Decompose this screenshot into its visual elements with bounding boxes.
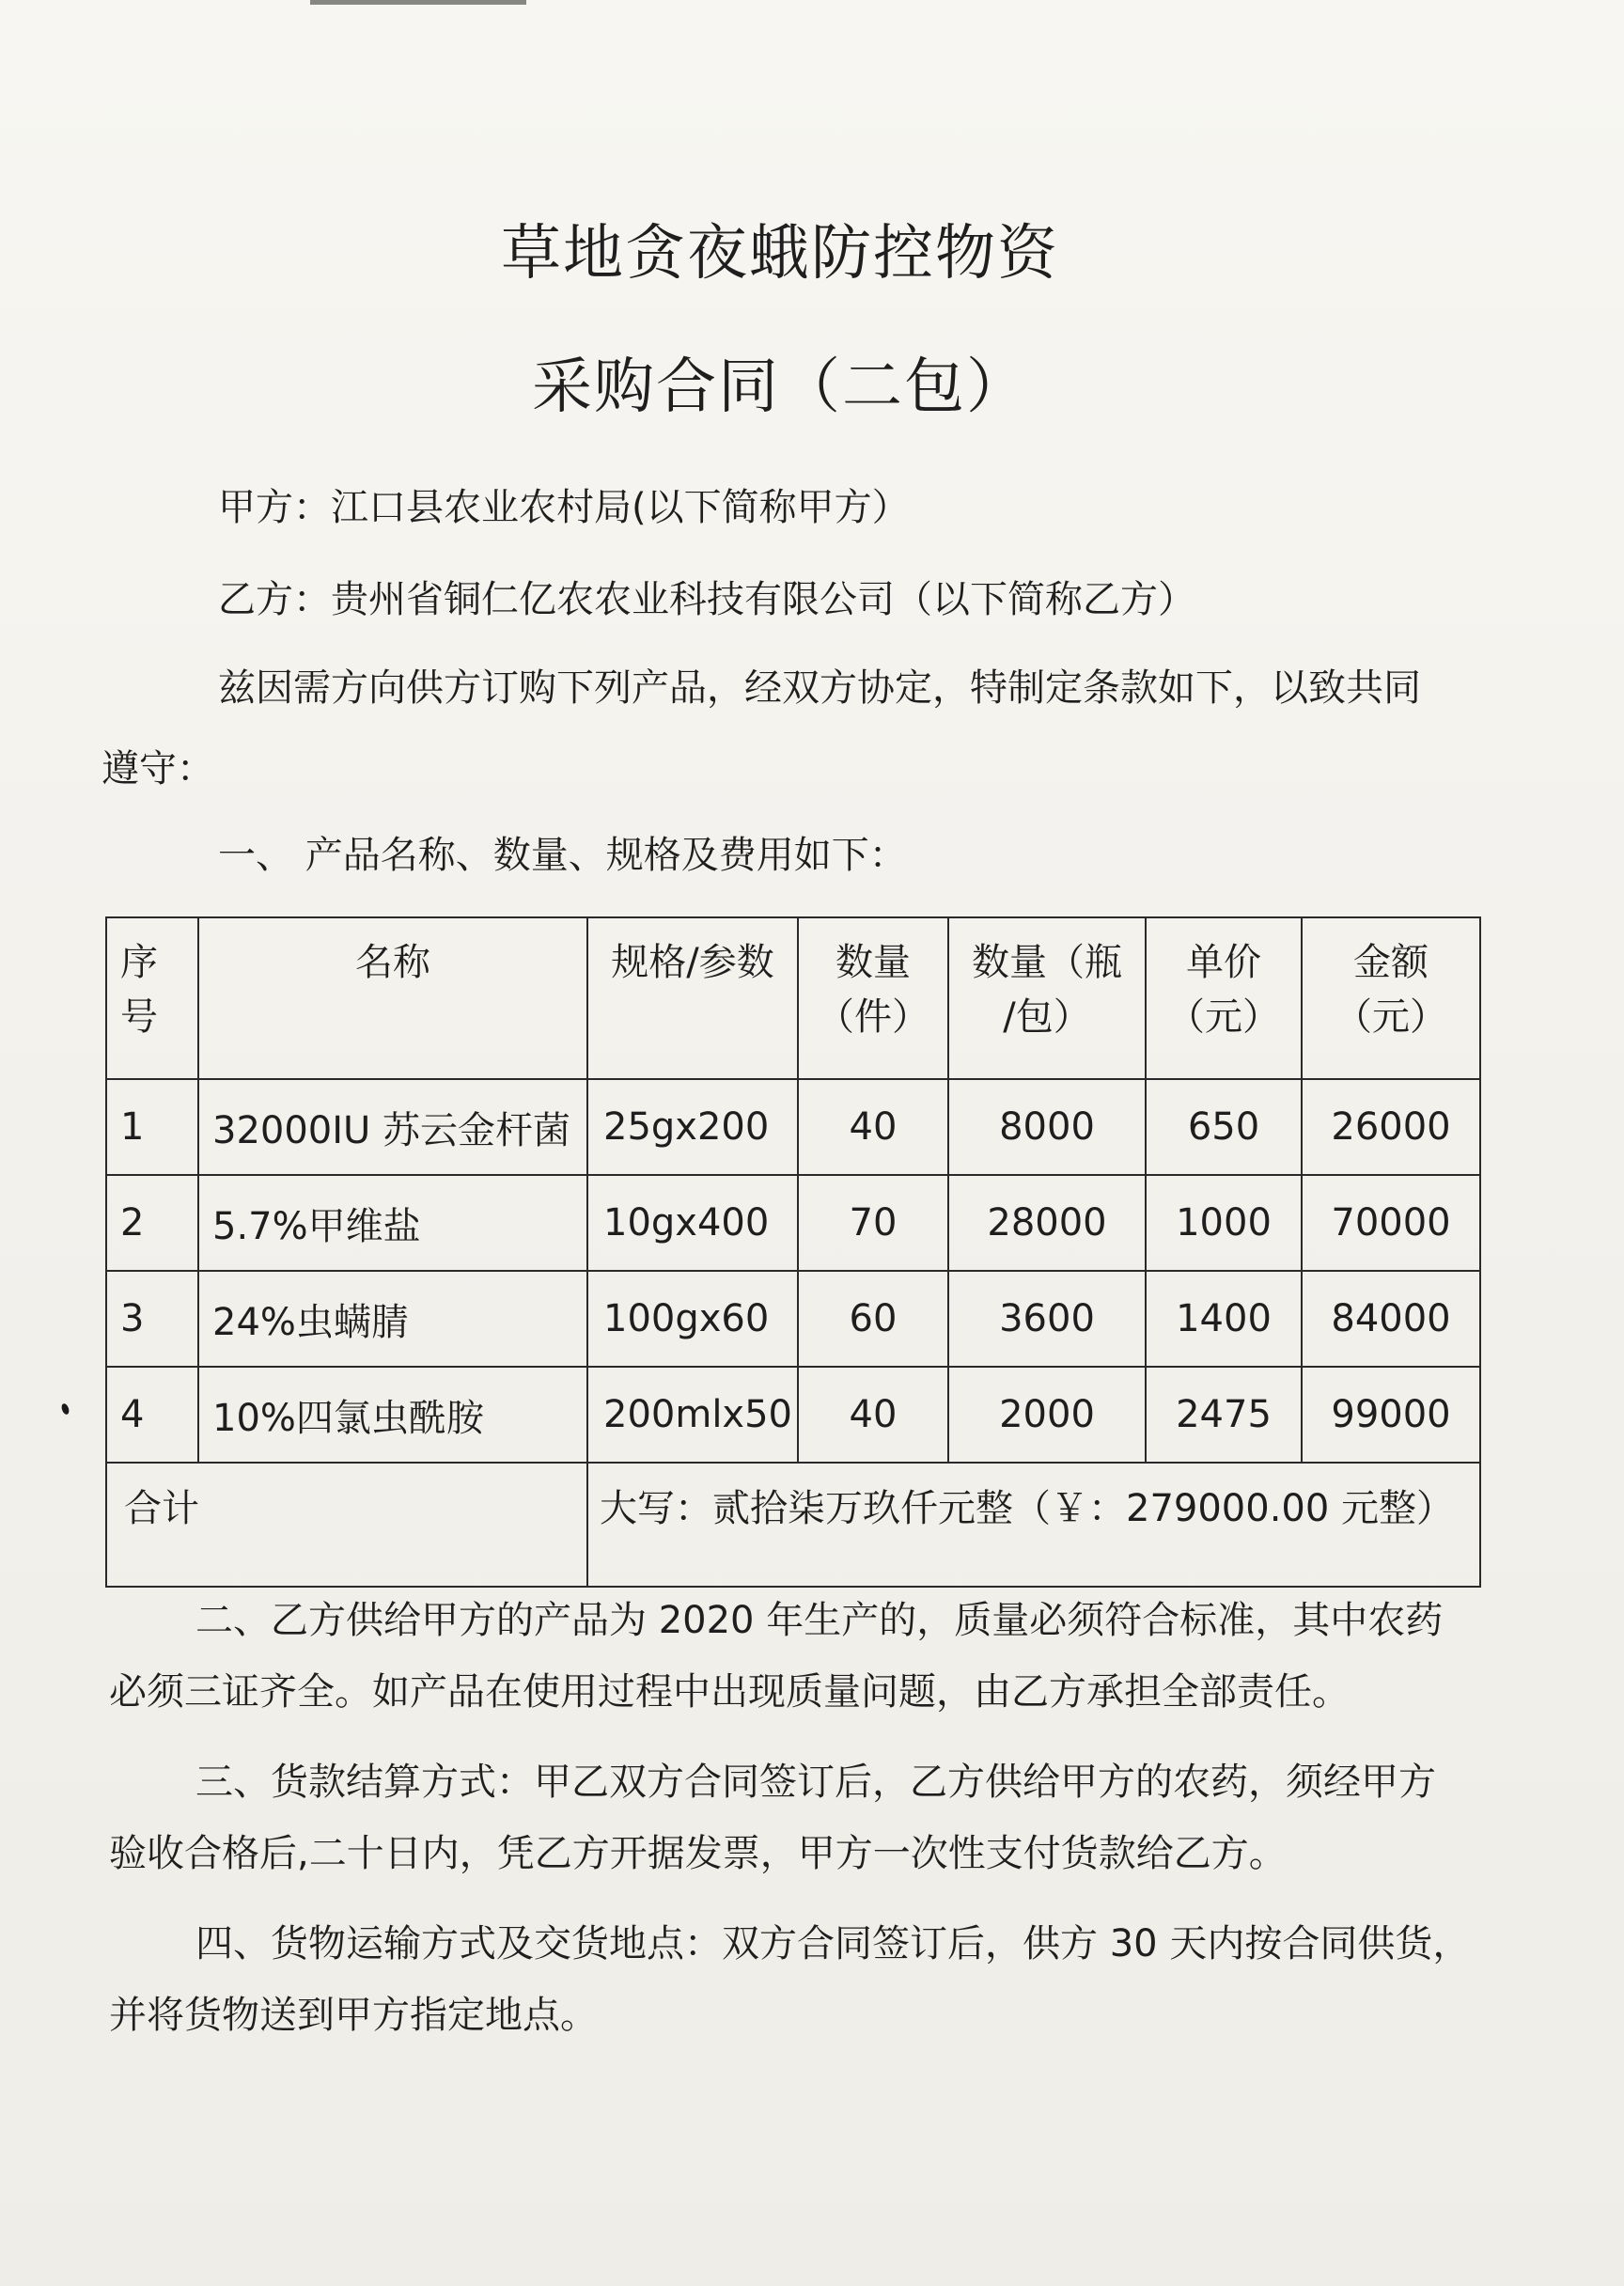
section-1-heading: 一、 产品名称、数量、规格及费用如下： — [218, 834, 907, 877]
row-qty-bottles: 8000 — [948, 1079, 1146, 1175]
total-label: 合计 — [106, 1463, 587, 1587]
row-qty-pieces: 70 — [798, 1175, 948, 1271]
header-qty-pieces: 数量 （件） — [798, 917, 948, 1079]
row-unit-price: 650 — [1146, 1079, 1302, 1175]
clause-3-line-1: 三、货款结算方式：甲乙双方合同签订后，乙方供给甲方的农药，须经甲方 — [195, 1761, 1436, 1804]
table-row — [106, 1079, 1480, 1175]
row-unit-price: 1400 — [1146, 1271, 1302, 1367]
row-spec: 100gx60 — [587, 1271, 798, 1367]
clause-3-line-2: 验收合格后,二十日内，凭乙方开据发票，甲方一次性支付货款给乙方。 — [109, 1832, 1287, 1875]
clause-2-line-1: 二、乙方供给甲方的产品为 2020 年生产的，质量必须符合标准，其中农药 — [195, 1599, 1444, 1642]
row-name: 10%四氯虫酰胺 — [198, 1367, 587, 1463]
row-no: 4 — [106, 1367, 198, 1463]
row-qty-pieces: 40 — [798, 1367, 948, 1463]
table-row — [106, 1271, 1480, 1367]
row-name: 32000IU 苏云金杆菌 — [198, 1079, 587, 1175]
table-header-row — [106, 917, 1480, 1079]
row-no: 1 — [106, 1079, 198, 1175]
row-no: 2 — [106, 1175, 198, 1271]
row-amount: 84000 — [1302, 1271, 1480, 1367]
header-qty-bottles: 数量（瓶 /包） — [948, 917, 1146, 1079]
scan-edge-mark — [310, 0, 526, 5]
party-b: 乙方：贵州省铜仁亿农农业科技有限公司（以下简称乙方） — [218, 578, 1195, 621]
row-unit-price: 1000 — [1146, 1175, 1302, 1271]
row-qty-pieces: 40 — [798, 1079, 948, 1175]
row-qty-bottles: 2000 — [948, 1367, 1146, 1463]
header-name: 名称 — [198, 917, 587, 1079]
row-spec: 10gx400 — [587, 1175, 798, 1271]
total-amount-text: 大写：贰拾柒万玖仟元整（￥：279000.00 元整） — [587, 1463, 1480, 1587]
document-subtitle: 采购合同（二包） — [532, 352, 1028, 422]
row-unit-price: 2475 — [1146, 1367, 1302, 1463]
product-table — [105, 916, 1481, 1588]
header-unit-price: 单价 （元） — [1146, 917, 1302, 1079]
intro-line-2: 遵守： — [102, 747, 214, 791]
party-a: 甲方：江口县农业农村局(以下简称甲方） — [218, 486, 910, 529]
ink-dot — [60, 1402, 70, 1416]
row-qty-pieces: 60 — [798, 1271, 948, 1367]
row-amount: 70000 — [1302, 1175, 1480, 1271]
row-no: 3 — [106, 1271, 198, 1367]
header-spec: 规格/参数 — [587, 917, 798, 1079]
intro-line-1: 兹因需方向供方订购下列产品，经双方协定，特制定条款如下，以致共同 — [218, 666, 1421, 710]
row-amount: 99000 — [1302, 1367, 1480, 1463]
table-total-row — [106, 1463, 1480, 1587]
row-qty-bottles: 3600 — [948, 1271, 1146, 1367]
table-row — [106, 1367, 1480, 1463]
row-spec: 25gx200 — [587, 1079, 798, 1175]
row-name: 24%虫螨腈 — [198, 1271, 587, 1367]
row-name: 5.7%甲维盐 — [198, 1175, 587, 1271]
clause-4-line-2: 并将货物送到甲方指定地点。 — [109, 1994, 598, 2037]
row-qty-bottles: 28000 — [948, 1175, 1146, 1271]
row-spec: 200mlx50 — [587, 1367, 798, 1463]
header-amount: 金额 （元） — [1302, 917, 1480, 1079]
table-row — [106, 1175, 1480, 1271]
document-title: 草地贪夜蛾防控物资 — [501, 219, 1059, 289]
row-amount: 26000 — [1302, 1079, 1480, 1175]
header-no: 序 号 — [106, 917, 198, 1079]
clause-2-line-2: 必须三证齐全。如产品在使用过程中出现质量问题，由乙方承担全部责任。 — [109, 1670, 1350, 1714]
clause-4-line-1: 四、货物运输方式及交货地点：双方合同签订后，供方 30 天内按合同供货， — [195, 1922, 1471, 1965]
